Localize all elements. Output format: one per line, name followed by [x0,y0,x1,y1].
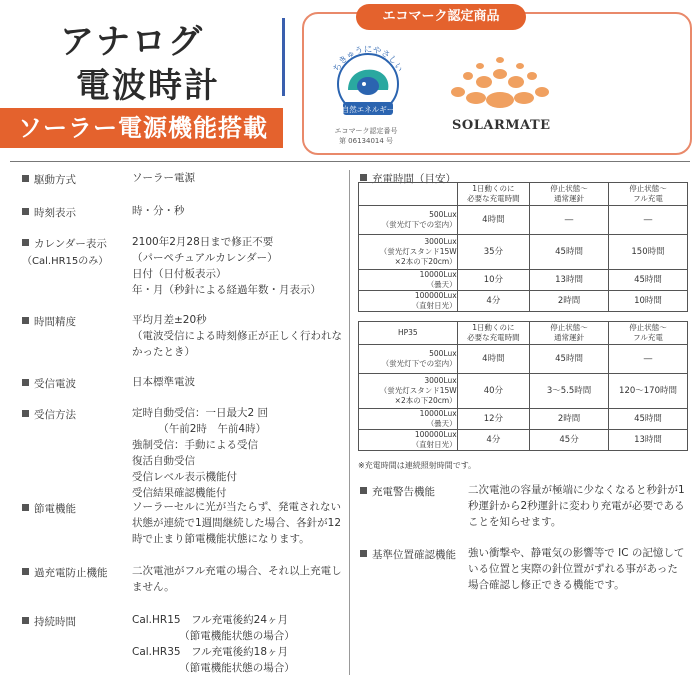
bullet-icon [22,379,29,386]
spec-value-line: （午前2時 午前4時） [132,423,267,435]
table-cell: 500Lux （蛍光灯下での室内） [359,206,458,235]
bullet-icon [22,617,29,624]
spec-label: 受信方法 [22,407,76,422]
spec-value-line: Cal.HR15 フル充電後約24ヶ月 [132,614,289,626]
spec-value-line: Cal.HR35 フル充電後約18ヶ月 [132,646,289,658]
spec-value-line: かったとき） [132,346,195,358]
spec-value [132,312,344,360]
eco-logo-label: 自然エネルギー [341,105,395,114]
charge-table-standard [358,182,688,312]
bullet-icon [22,317,29,324]
table-row [359,291,688,312]
spec-label: カレンダー表示 [22,236,107,251]
solarmate-logo-text: SOLARMATE [452,118,551,133]
spec-value-line: ソーラー電源 [132,172,195,184]
spec-value [468,482,688,530]
spec-value-line: （電波受信による時刻修正が正しく行われな [132,330,342,342]
spec-value-line: 2100年2月28日まで修正不要 [132,236,274,248]
table-cell: 2時間 [530,291,609,312]
table-cell: 4時間 [457,345,529,374]
spec-value-line: （節電機能状態の場合） [132,662,295,674]
eco-cert-label: エコマーク認定番号 [334,127,398,135]
table-cell: 13時間 [609,430,688,451]
table-cell: 100000Lux （直射日光） [359,430,458,451]
spec-value-line: いる位置と実際の針位置がずれる事があった [468,563,678,575]
table-cell: 40分 [457,374,529,409]
spec-value-line: 受信レベル表示機能付 [132,471,237,483]
spec-label: 基準位置確認機能 [360,547,456,562]
spec-value-line: 復活自動受信 [132,455,195,467]
spec-value-line: 場合確認し修正できる機能です。 [468,579,625,591]
spec-value [132,170,344,186]
spec-value-line: 日付（日付板表示） [132,268,227,280]
table-cell: 45時間 [530,235,609,270]
spec-value-line: ことを知らせます。 [468,516,562,528]
table-row [359,235,688,270]
table-header-cell: 1日動くのに 必要な充電時間 [457,322,529,345]
table-header-cell [359,183,458,206]
spec-value-line: 強制受信：手動による受信 [132,439,258,451]
table-cell: 3～5.5時間 [530,374,609,409]
solar-banner: ソーラー電源機能搭載 [0,108,283,148]
bullet-icon [22,504,29,511]
spec-value-line: ません。 [132,581,175,593]
spec-value-line: 二次電池がフル充電の場合、それ以上充電し [132,565,342,577]
spec-label: 節電機能 [22,501,76,516]
table-row [359,345,688,374]
table-cell: 45時間 [530,345,609,374]
spec-label: 時間精度 [22,314,76,329]
table-cell: 3000Lux （蛍光灯スタンド15W ×2本の下20cm） [359,235,458,270]
table-cell: 10000Lux （曇天） [359,409,458,430]
table-cell: 150時間 [609,235,688,270]
table-header-cell: 1日動くのに 必要な充電時間 [457,183,529,206]
table-cell: 120～170時間 [609,374,688,409]
table-cell: ― [609,206,688,235]
spec-value [132,499,344,547]
spec-label: 受信電波 [22,376,76,391]
spec-value-line: ソーラーセルに光が当たらず、発電されない [132,501,341,513]
bullet-icon [22,410,29,417]
column-divider [349,170,350,675]
charge-note: ※充電時間は連続照射時間です。 [358,461,477,470]
spec-value-line: 日本標準電波 [132,376,195,388]
spec-label: 過充電防止機能 [22,565,108,580]
table-cell: 500Lux （蛍光灯下での室内） [359,345,458,374]
charge-table-hp35 [358,321,688,451]
spec-label: 駆動方式 [22,172,76,187]
spec-value-line: 時・分・秒 [132,205,185,217]
table-cell: 3000Lux （蛍光灯スタンド15W ×2本の下20cm） [359,374,458,409]
table-row [359,430,688,451]
spec-label: 時刻表示 [22,205,76,220]
table-cell: 4時間 [457,206,529,235]
table-header-cell: HP35 [359,322,458,345]
table-header-row [359,322,688,345]
spec-value-line: 時で止まり節電機能状態になります。 [132,533,310,545]
eco-mark-badge: エコマーク認定商品 [356,4,526,30]
spec-value [132,374,344,390]
table-cell: ― [530,206,609,235]
table-cell: 4分 [457,291,529,312]
bullet-icon [360,487,367,494]
spec-value-line: 定時自動受信：一日最大2 回 [132,407,269,419]
table-cell: ― [609,345,688,374]
table-header-row [359,183,688,206]
table-cell: 13時間 [530,270,609,291]
solarmate-sun-icon [440,54,560,116]
spec-value [132,203,344,219]
table-cell: 45時間 [609,409,688,430]
table-cell: 12分 [457,409,529,430]
charge-time-label: 充電時間（目安） [360,171,456,186]
header-rule [10,161,690,162]
spec-value-line: （パーペチュアルカレンダー） [132,252,278,264]
spec-value [132,563,344,595]
title-divider [282,18,285,96]
page-title-line1: アナログ [60,22,204,62]
table-cell: 35分 [457,235,529,270]
eco-arc-text: ちきゅうにやさしい [331,45,405,74]
table-row [359,374,688,409]
page-title-line2: 電波時計 [76,66,220,106]
spec-value-line: 年・月（秒針による経過年数・月表示） [132,284,321,296]
spec-label: 持続時間 [22,614,76,629]
spec-value-line: 二次電池の容量が極端に少なくなると秒針が1 [468,484,685,496]
spec-label: 充電警告機能 [360,484,435,499]
bullet-icon [360,550,367,557]
bullet-icon [22,175,29,182]
table-header-cell: 停止状態～ 通常運針 [530,183,609,206]
table-row [359,409,688,430]
table-header-cell: 停止状態～ 通常運針 [530,322,609,345]
spec-value-line: 状態が連続で1週間継続した場合、各針が12 [132,517,342,529]
eco-mark-logo-icon [326,40,410,124]
spec-value [132,234,344,298]
bullet-icon [22,568,29,575]
spec-value [468,545,688,593]
table-cell: 4分 [457,430,529,451]
spec-value-line: 平均月差±20秒 [132,314,207,326]
spec-value-line: 強い衝撃や、静電気の影響等で IC の記憶して [468,547,685,559]
table-cell: 100000Lux （直射日光） [359,291,458,312]
spec-value [132,612,344,676]
spec-value-line: 秒運針から2秒運針に変わり充電が必要である [468,500,685,512]
table-header-cell: 停止状態～ フル充電 [609,183,688,206]
bullet-icon [22,208,29,215]
table-cell: 10000Lux （曇天） [359,270,458,291]
table-cell: 45時間 [609,270,688,291]
spec-sublabel: （Cal.HR15のみ） [22,256,109,267]
bullet-icon [22,239,29,246]
eco-cert-number: 第 06134014 号 [338,137,394,145]
table-cell: 10時間 [609,291,688,312]
spec-value [132,405,344,501]
table-row [359,206,688,235]
table-cell: 10分 [457,270,529,291]
table-cell: 45分 [530,430,609,451]
table-row [359,270,688,291]
spec-value-line: （節電機能状態の場合） [132,630,295,642]
spec-value-line: 受信結果確認機能付 [132,487,227,499]
table-header-cell: 停止状態～ フル充電 [609,322,688,345]
bullet-icon [360,174,367,181]
table-cell: 2時間 [530,409,609,430]
